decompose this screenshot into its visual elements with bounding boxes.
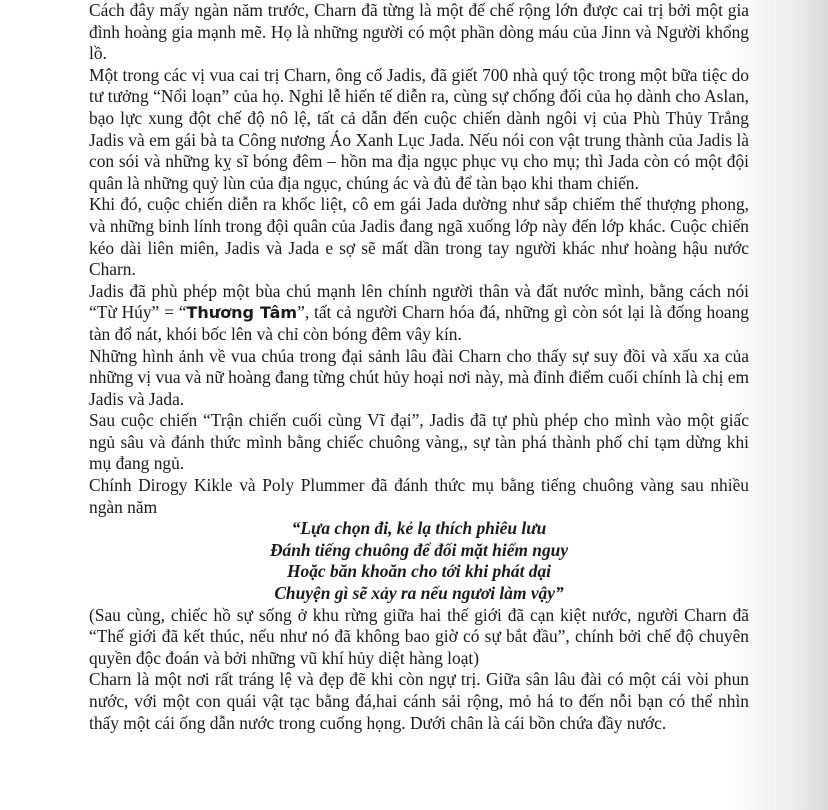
poem-block — [89, 518, 749, 604]
paragraph: Khi đó, cuộc chiến diễn ra khốc liệt, cô em gái Jada dường như sắp chiếm thế thượng phong, và những binh lính trong đội quân của Jadis đang ngã xuống lớp này đến lớp khác. Cuộc chiến kéo dài liên miên, Jadis và Jada e sợ sẽ mất dần trong tay người khác như hoàng hậu nước Charn. — [89, 194, 749, 280]
paragraph-text: Jadis đã phù phép một bùa chú mạnh lên chính người thân và đất nước mình, bằng cách nói “Từ Húy” = “ — [89, 280, 749, 323]
paragraph: (Sau cùng, chiếc hồ sự sống ở khu rừng giữa hai thế giới đã cạn kiệt nước, người Charn đã “Thế giới đã kết thúc, nếu như nó đã không bao giờ có sự bắt đầu”, chính bởi chế độ chuyên quyền độc đoán và bởi những vũ khí hủy diệt hàng loạt) — [89, 604, 749, 668]
document-body — [89, 0, 749, 734]
poem-line: Đánh tiếng chuông để đối mặt hiểm nguy — [269, 539, 569, 560]
paragraph: Những hình ảnh về vua chúa trong đại sảnh lâu đài Charn cho thấy sự suy đồi và xấu xa của những vị vua và nữ hoàng đang từng chút hủy hoại nơi này, mà đỉnh điểm cuối chính là chị em Jadis và Jada. — [89, 345, 749, 409]
paragraph: Chính Dirogy Kikle và Poly Plummer đã đánh thức mụ bằng tiếng chuông vàng sau nhiều ngàn năm — [89, 475, 749, 517]
paragraph: Cách đây mấy ngàn năm trước, Charn đã từng là một đế chế rộng lớn được cai trị bởi một gia đình hoàng gia mạnh mẽ. Họ là những người có một phần dòng máu của Jinn và Người khổng lồ. — [89, 0, 749, 64]
paragraph: Một trong các vị vua cai trị Charn, ông cố Jadis, đã giết 700 nhà quý tộc trong một bữa tiệc do tư tưởng “Nổi loạn” của họ. Nghi lễ hiến tế diễn ra, cùng sự chống đối của họ dành cho Aslan, bạo lực xung đột chế độ nô lệ, tất cả dẫn đến cuộc chiến dành ngôi vị của Phù Thủy Trắng Jadis và em gái bà ta Công nương Áo Xanh Lục Jada. Nếu nói con vật trung thành của Jadis là con sói và những kỵ sĩ bóng đêm – hồn ma địa ngục phục vụ cho mụ; thì Jada còn có một đội quân là những quỷ lùn của địa ngục, chúng ác và đủ để tàn bạo khi tham chiến. — [89, 64, 749, 193]
forbidden-word: Thương Tâm — [186, 303, 298, 323]
paragraph: Charn là một nơi rất tráng lệ và đẹp đẽ khi còn ngự trị. Giữa sân lâu đài có một cái vòi phun nước, với một con quái vật tạc bằng đá,hai cánh sải rộng, mỏ há to đến nỗi bạn có thể nhìn thấy một cái ống dẫn nước trong cuống họng. Dưới chân là cái bồn chứa đầy nước. — [89, 669, 749, 733]
poem-line: Hoặc băn khoăn cho tới khi phát dại — [287, 561, 551, 582]
poem-line: “Lựa chọn đi, kẻ lạ thích phiêu lưu — [291, 518, 547, 539]
poem-line: Chuyện gì sẽ xảy ra nếu ngươi làm vậy” — [274, 583, 564, 604]
paragraph: Sau cuộc chiến “Trận chiến cuối cùng Vĩ đại”, Jadis đã tự phù phép cho mình vào một giấc ngủ sâu và đánh thức mình bằng chiếc chuông vàng,, sự tàn phá thành phố chỉ tạm dừng khi mụ đang ngủ. — [89, 410, 749, 474]
paragraph-text: ”, tất cả người Charn hóa đá, những gì còn sót lại là đống hoang tàn đổ nát, khói bốc lên và chỉ còn bóng đêm vây kín. — [89, 302, 750, 344]
paragraph-word-spell — [89, 281, 749, 346]
